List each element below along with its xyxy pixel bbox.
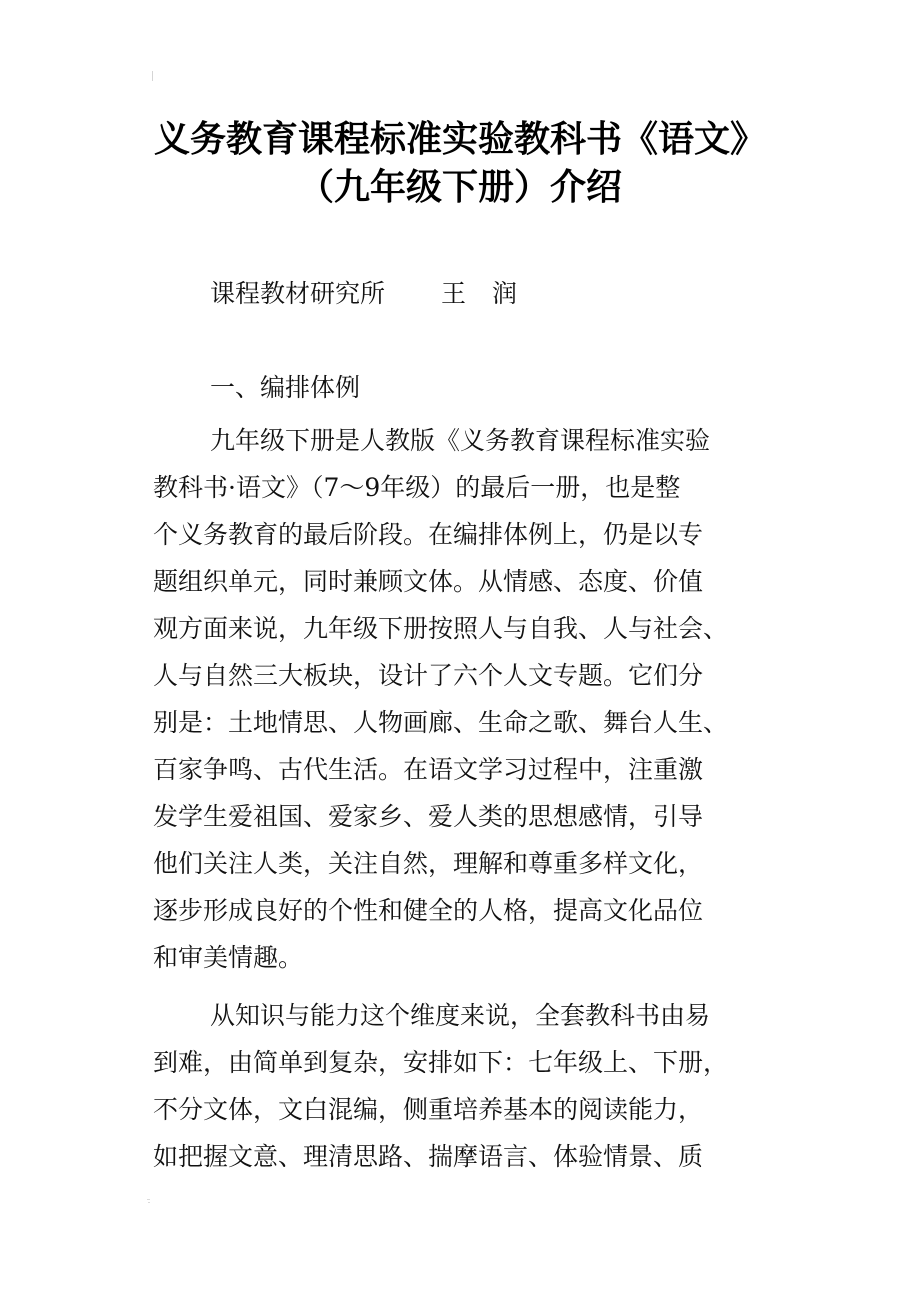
- paragraph-line: 人与自然三大板块，设计了六个人文专题。它们分: [153, 661, 704, 690]
- paragraph-line: 到难，由简单到复杂，安排如下：七年级上、下册，: [153, 1048, 729, 1077]
- paragraph-line: 发学生爱祖国、爱家乡、爱人类的思想感情，引导: [153, 802, 704, 831]
- byline-author-given: 王: [441, 279, 467, 308]
- paragraph-line: 逐步形成良好的个性和健全的人格，提高文化品位: [153, 896, 704, 925]
- scan-speck-bottom: [146, 1192, 152, 1202]
- paragraph-line: 九年级下册是人教版《义务教育课程标准实验: [210, 426, 711, 455]
- paragraph-line: 题组织单元，同时兼顾文体。从情感、态度、价值: [153, 567, 704, 596]
- paragraph-line: 和审美情趣。: [153, 943, 304, 972]
- document-title-line-1: 义务教育课程标准实验教科书《语文》: [153, 119, 766, 160]
- paragraph-line: 教科书·语文》（7～9年级）的最后一册，也是整: [153, 473, 681, 502]
- byline: [210, 276, 517, 312]
- paragraph-line: 观方面来说，九年级下册按照人与自我、人与社会、: [153, 614, 729, 643]
- paragraph-line: 百家争鸣、古代生活。在语文学习过程中，注重激: [153, 755, 704, 784]
- paragraph-line: 从知识与能力这个维度来说，全套教科书由易: [210, 1001, 711, 1030]
- scan-speck-top: [150, 66, 156, 76]
- byline-author-family: 润: [492, 279, 518, 308]
- byline-institution: 课程教材研究所: [210, 279, 386, 308]
- paragraph-line: 个义务教育的最后阶段。在编排体例上，仍是以专: [153, 520, 704, 549]
- paragraph-line: 别是：土地情思、人物画廊、生命之歌、舞台人生、: [153, 708, 729, 737]
- paragraph-line: 他们关注人类，关注自然，理解和尊重多样文化，: [153, 849, 704, 878]
- section-heading: 一、编排体例: [210, 373, 361, 402]
- document-title-line-2: （九年级下册）介绍: [297, 167, 622, 208]
- paragraph-line: 不分文体，文白混编，侧重培养基本的阅读能力，: [153, 1095, 704, 1124]
- paragraph-line: 如把握文意、理清思路、揣摩语言、体验情景、质: [153, 1142, 704, 1171]
